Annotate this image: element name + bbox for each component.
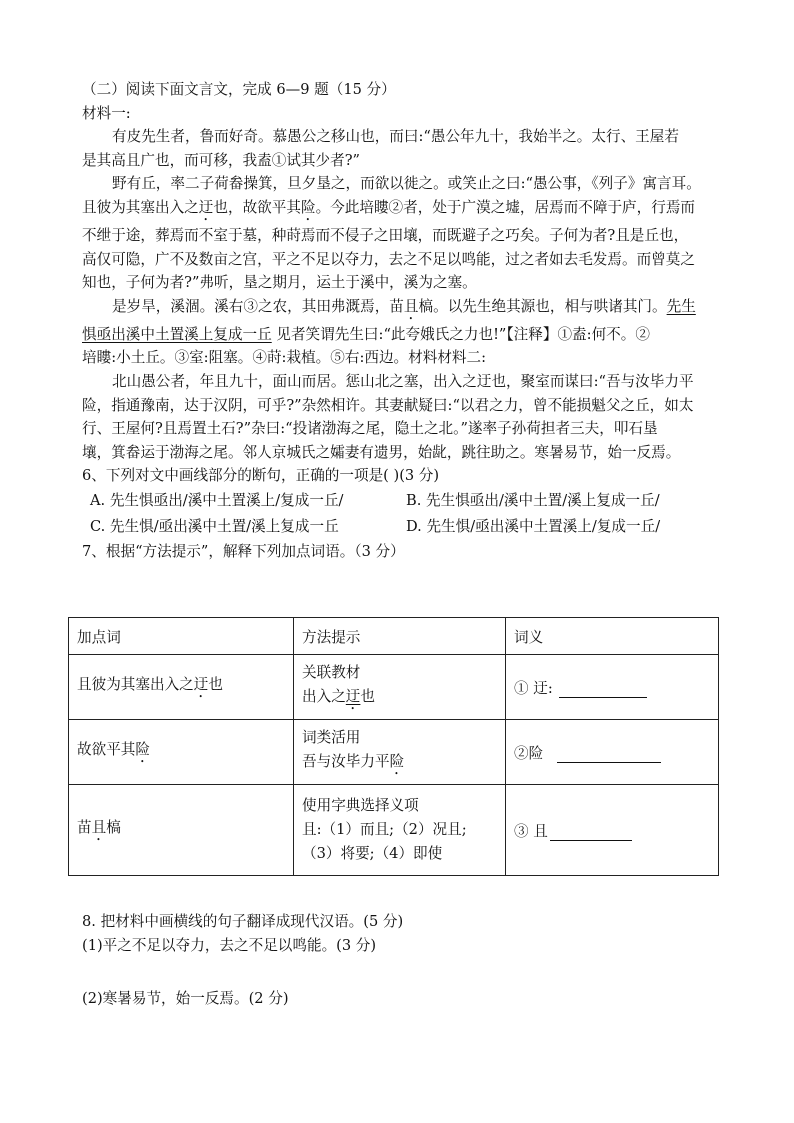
hint-cell [294,785,506,876]
text-run: 也 [208,676,223,693]
hint-line: 且:（1）而且;（2）况且; [302,821,467,838]
text-run: 槁。以先生绝其源也，相与哄诸其门。 [418,297,667,315]
paragraph-2-line: 知也，子何为者?”弗听，垦之期月，运土于溪中，溪为之塞。 [82,274,477,292]
dotted-word: 险 [135,741,150,758]
option-c[interactable]: C. 先生惧/亟出溪中土置/溪上复成一丘 [90,517,339,535]
paragraph-4-line: 险，指通豫南，达于汉阴，可乎?”杂然相许。其妻献疑曰:“以君之力，曾不能损魁父之丘，如太 [82,396,694,414]
dotted-word: 迂 [193,676,209,693]
text-run: 是岁旱，溪涸。溪右③之农，其田弗溉焉，苗 [112,297,404,315]
paragraph-2-line: 高仅可隐，广不及数亩之宫，平之不足以夺力，去之不足以鸣能，过之者如去毛发焉。而曾莫之 [82,250,695,268]
paragraph-4-line: 壤，箕畚运于渤海之尾。邻人京城氏之孀妻有遗男，始龀，跳往助之。寒暑易节，始一反焉。 [82,443,681,461]
text-run: 苗 [77,819,92,836]
paragraph-3-line: 培瞜:小土丘。③室:阻塞。④莳:栽植。⑤右:西边。材料材料二: [82,349,487,367]
paragraph-2-line: 野有丘，率二子荷畚操箕，旦夕垦之，而欲以徙之。或笑止之曰:“愚公事，《列子》寓言耳。 [112,175,701,193]
answer-cell [506,655,719,720]
dotted-word: 险 [300,198,316,216]
text-run: 。今此培瞜②者，处于广漠之墟，居焉而不障于庐，行焉而 [315,198,696,216]
hint-line: 词类活用 [302,729,361,746]
hint-line [302,685,497,713]
text-run: 也 [360,688,376,705]
text-run: 见者笑谓先生曰:“此夸娥氏之力也!”【注释】①盍:何不。② [271,325,650,343]
question-8 [82,910,403,1011]
question-8-sentence-1: (1)平之不足以夺力，去之不足以鸣能。(3 分) [82,937,377,954]
question-6-options-row [82,488,722,514]
answer-cell [506,785,719,876]
word-cell [69,655,294,720]
text-run: 槁 [106,819,121,836]
hint-line: 使用字典选择义项 [302,797,419,814]
option-a[interactable]: A. 先生惧亟出/溪中土置溪上/复成一丘/ [90,491,344,509]
answer-cell [506,720,719,785]
paragraph-4-line: 行、王屋何?且焉置土石?”杂曰:“投诸渤海之尾，隐土之北。”遂率子孙荷担者三夫，叩石垦 [82,420,658,438]
question-6-options-row [82,514,722,540]
word-cell [69,720,294,785]
text-run: 且彼为其塞出入之 [82,198,199,216]
answer-label: ③ 且 [514,822,548,840]
text-run: 出入之 [302,688,346,705]
hint-line: 关联教材 [302,664,361,681]
answer-blank[interactable] [550,824,632,841]
answer-blank[interactable] [557,746,661,763]
table-row [69,785,719,876]
paragraph-1-line: 是其高且广也，而可移，我盍①试其少者?” [82,151,360,169]
table-row [69,655,719,720]
section-title: （二）阅读下面文言文，完成 6—9 题（15 分） [82,81,396,98]
answer-label: ① 迂: [514,679,553,697]
header-word: 加点词 [69,618,294,655]
reading-passage [82,78,722,564]
dotted-word: 险 [389,753,405,770]
paragraph-2-line: 不绁于途，葬焉而不室于墓，种莳焉而不侵子之田壤，而既避子之巧矣。子何为者?且是丘也， [82,226,689,244]
text-run: 且彼为其塞出入之 [77,676,194,693]
table-row [69,720,719,785]
question-7-stem: 7、根据“方法提示”，解释下列加点词语。（3 分） [82,542,405,560]
hint-line [302,750,497,778]
hint-line: （3）将要;（4）即使 [302,845,443,862]
table-header-row [69,618,719,655]
option-b[interactable]: B. 先生惧亟出/溪中土置/溪上复成一丘/ [406,491,660,509]
text-run: 吾与汝毕力平 [302,753,390,770]
paragraph-3-line [82,323,722,347]
paragraph-3-line [82,295,722,323]
paragraph-1-line: 有皮先生者，鲁而好奇。慕愚公之移山也，而曰:“愚公年九十，我始半之。太行、王屋若 [112,128,679,146]
question-6-stem: 6、下列对文中画线部分的断句，正确的一项是( )(3 分) [82,467,440,485]
dotted-word: 迂 [345,688,361,705]
text-run: 也，故欲平其 [213,198,301,216]
paragraph-4-line: 北山愚公者，年且九十，面山而居。惩山北之塞，出入之迂也，聚室而谋曰:“吾与汝毕力平 [112,372,694,390]
hint-cell [294,655,506,720]
question-8-sentence-2: (2)寒暑易节，始一反焉。(2 分) [82,990,289,1007]
answer-label: ②险 [514,744,544,762]
answer-blank[interactable] [559,681,647,698]
paragraph-2-line [82,196,722,224]
material1-label: 材料一: [82,104,131,122]
question-7-table [68,617,719,876]
word-cell [69,785,294,876]
question-8-stem: 8. 把材料中画横线的句子翻译成现代汉语。(5 分) [82,913,404,930]
dotted-word: 且 [403,297,419,315]
underlined-sentence: 先生 [666,297,696,315]
text-run: 故欲平其 [77,741,136,758]
dotted-word: 迂 [198,198,214,216]
hint-cell [294,720,506,785]
underlined-sentence: 惧亟出溪中土置溪上复成一丘 [82,325,272,343]
header-hint: 方法提示 [294,618,506,655]
option-d[interactable]: D. 先生惧/亟出溪中土置溪上/复成一丘/ [406,517,661,535]
dotted-word: 且 [91,819,107,836]
header-meaning: 词义 [506,618,719,655]
